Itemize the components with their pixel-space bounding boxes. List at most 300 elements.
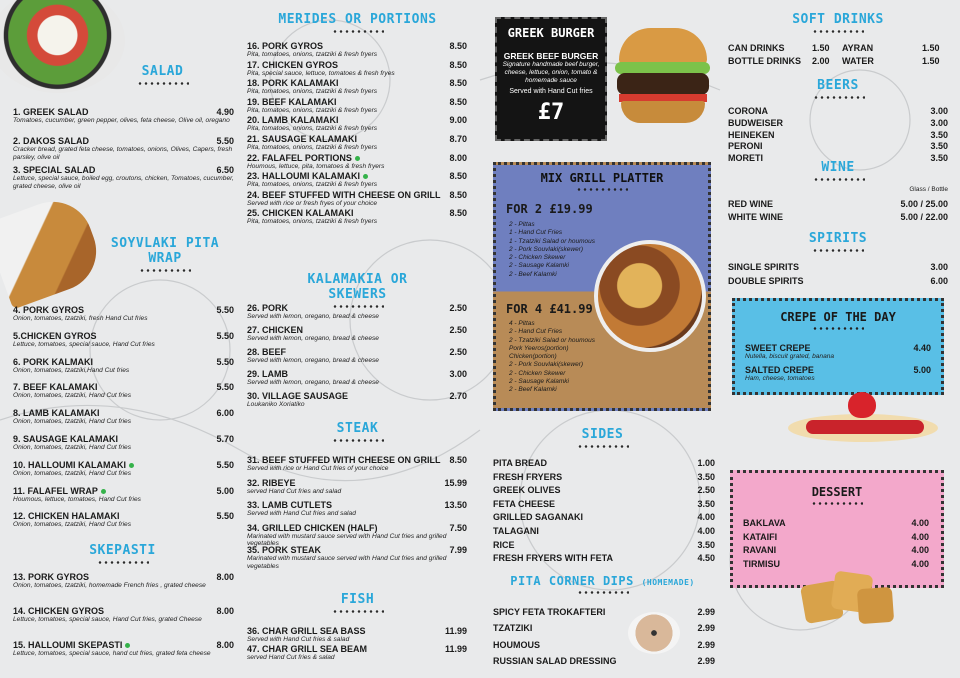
menu-item [493, 640, 715, 652]
menu-item [728, 118, 948, 130]
menu-item [728, 212, 948, 224]
item-name: 27. CHICKEN [247, 325, 304, 335]
menu-item [493, 553, 715, 565]
item-name: 35. PORK STEAK [247, 545, 322, 555]
menu-item [247, 190, 467, 208]
menu-item [13, 606, 234, 624]
item-description: served Hand Cut fries & salad [247, 654, 335, 661]
item-description: Pita, tomatoes, onions, tzatziki & fresh fryers [247, 88, 378, 96]
item-price: 3.50 [930, 141, 948, 152]
item-name: 3. SPECIAL SALAD [13, 165, 96, 175]
item-description: Loukaniko Xoriatiko [247, 401, 305, 408]
item-price: 5.50 [216, 459, 234, 470]
menu-item [728, 130, 948, 142]
item-name: GRILLED SAGANAKI [493, 512, 583, 523]
item-price: 13.50 [444, 500, 467, 510]
item-price: 3.50 [930, 129, 948, 140]
item-name: 30. VILLAGE SAUSAGE [247, 391, 349, 401]
column-left [0, 0, 240, 678]
item-price: 5.50 [216, 382, 234, 393]
item-name: GREEK OLIVES [493, 485, 561, 496]
item-name: TZATZIKI [493, 623, 533, 634]
item-price: 7.50 [449, 522, 467, 533]
vegetarian-dot-icon [355, 156, 360, 161]
menu-item [728, 276, 948, 288]
item-description: Ham, cheese, tomatoes [745, 375, 815, 382]
crepe-card [732, 298, 944, 395]
menu-item [247, 153, 467, 171]
menu-item [13, 382, 234, 400]
platter-line: 4 - Pittas [509, 320, 535, 327]
item-price: 5.00 / 25.00 [900, 199, 948, 209]
menu-item [493, 499, 715, 511]
item-price: 4.00 [911, 518, 929, 528]
column-middle [245, 0, 470, 678]
item-name: 12. CHICKEN HALAMAKI [13, 511, 120, 522]
item-price: 3.50 [930, 153, 948, 164]
greek-salad-image [0, 0, 125, 93]
menu-item [493, 512, 715, 524]
item-name: 16. PORK GYROS [247, 41, 324, 51]
menu-item [247, 134, 467, 152]
item-description: Served with Hand Cut fries & salad [247, 636, 350, 643]
item-name: 26. PORK [247, 303, 289, 313]
dips-list [493, 607, 715, 672]
item-price: 5.50 [216, 136, 234, 146]
platter-line: Pork Yeeros(portion) [509, 344, 569, 352]
item-price: 2.50 [697, 485, 715, 496]
item-name: BUDWEISER [728, 117, 784, 128]
platter-title: MIX GRILL PLATTER [540, 171, 664, 185]
platter-divider [576, 187, 628, 192]
item-description: Marinated with mustard sauce served with Hand Cut fries and grilled vegetables [247, 555, 447, 570]
item-price: 3.50 [697, 498, 715, 509]
menu-item [247, 500, 467, 518]
platter-for2-list [509, 221, 609, 279]
menu-item [493, 458, 715, 470]
item-price: 3.50 [697, 471, 715, 482]
menu-item [247, 369, 467, 387]
item-name: 17. CHICKEN GYROS [247, 59, 339, 70]
menu-item [743, 545, 929, 557]
menu-item [493, 540, 715, 552]
item-price: 3.50 [697, 539, 715, 550]
item-price: 3.00 [930, 117, 948, 128]
item-price: 8.50 [449, 208, 467, 219]
menu-item [247, 391, 467, 409]
steak-heading: STEAK [315, 421, 400, 443]
item-description: Cracker bread, grated feta cheese, tomatoes, onions, Olives, Capers, fresh parsley, olive oil [13, 146, 233, 161]
item-price: 8.50 [449, 96, 467, 107]
item-name: RED WINE [728, 199, 773, 209]
item-description: Lettuce, tomatoes, special sauce, Hand Cut fries [13, 340, 155, 348]
item-price: 2.50 [449, 347, 467, 357]
item-price: 6.00 [930, 275, 948, 286]
item-price: 4.00 [911, 531, 929, 542]
item-name: CORONA [728, 106, 768, 116]
item-price: 1.50 [812, 43, 830, 53]
menu-item [13, 460, 234, 478]
item-name: 32. RIBEYE [247, 477, 296, 488]
burger-title: GREEK BURGER [507, 26, 595, 40]
beers-list [728, 106, 948, 166]
dessert-divider [811, 501, 863, 506]
item-price: 5.00 [913, 365, 931, 375]
menu-item [247, 60, 467, 78]
item-name: RUSSIAN SALAD DRESSING [493, 656, 617, 667]
platter-for2-title: FOR 2 £19.99 [506, 202, 593, 216]
salad-heading: SALAD [120, 64, 205, 86]
item-price: 11.99 [444, 644, 467, 654]
platter-line: 1 - Tzatziki Salad or houmous [509, 237, 595, 245]
item-name: 31. BEEF STUFFED WITH CHEESE ON GRILL [247, 455, 441, 465]
platter-line: 2 - Sausage Kalamki [509, 262, 569, 270]
item-name: 9. SAUSAGE KALAMAKI [13, 434, 119, 444]
item-description: Pita, special sauce, lettuce, tomatoes & fresh fryes [247, 69, 395, 77]
item-description: Onion, tomatoes, tzatziki, Hand Cut fries [13, 418, 132, 426]
item-name: 23. HALLOUMI KALAMAKI [247, 171, 467, 181]
item-price: 2.99 [697, 656, 715, 667]
menu-item [728, 199, 948, 211]
menu-item [728, 106, 948, 118]
item-price: 2.99 [697, 623, 715, 634]
menu-item [13, 305, 234, 323]
menu-item [247, 478, 467, 496]
fish-heading: FISH [315, 592, 400, 614]
item-price: 2.00 [812, 56, 830, 66]
item-price: 5.00 / 22.00 [900, 212, 948, 222]
platter-line: 2 - Chicken Skewer [509, 369, 566, 377]
burger-name: GREEK BEEF BURGER [503, 51, 599, 61]
item-name: FRESH FRYERS [493, 471, 563, 482]
item-price: 9.00 [449, 115, 467, 126]
item-price: 4.00 [911, 558, 929, 569]
item-price: 8.50 [449, 189, 467, 200]
platter-line: 2 - Pork Souvlaki(skewer) [509, 361, 584, 369]
item-name: 15. HALLOUMI SKEPASTI [13, 640, 234, 650]
item-price: 8.00 [216, 640, 234, 650]
item-name: RAVANI [743, 545, 777, 556]
item-price: 6.00 [216, 408, 234, 419]
item-name: KATAIFI [743, 531, 778, 542]
item-name: 36. CHAR GRILL SEA BASS [247, 626, 366, 636]
merides-list [247, 41, 467, 261]
item-price: 8.50 [449, 59, 467, 70]
item-name: 22. FALAFEL PORTIONS [247, 153, 467, 163]
menu-item [247, 97, 467, 115]
item-name: BAKLAVA [743, 518, 786, 528]
item-price: 3.00 [930, 106, 948, 116]
item-description: Served with lemon, oregano, bread & cheese [247, 313, 379, 320]
item-name: WHITE WINE [728, 212, 783, 222]
menu-item [247, 171, 467, 189]
skepasti-list [13, 572, 234, 672]
menu-item [247, 325, 467, 343]
fish-list [247, 626, 467, 671]
sides-list [493, 458, 715, 568]
item-name: BOTTLE DRINKS [728, 56, 801, 66]
item-name: 20. LAMB KALAMAKI [247, 115, 339, 126]
platter-line: 2 - Sausage Kalamki [509, 378, 569, 386]
burger-served: Served with Hand Cut fries [509, 88, 593, 95]
dip-bowl-image [628, 612, 680, 654]
column-right [728, 0, 960, 678]
item-name: TALAGANI [493, 526, 539, 536]
salad-list [13, 107, 234, 192]
menu-item [13, 511, 234, 529]
platter-line: 1 - Hand Cut Fries [509, 229, 563, 237]
softdrinks-list [728, 43, 948, 73]
item-price: 2.50 [449, 303, 467, 313]
menu-item [728, 141, 948, 153]
wine-header: Glass / Bottle [909, 186, 948, 193]
wine-list [728, 199, 948, 229]
menu-item [745, 343, 931, 361]
crepe-image [788, 392, 938, 452]
item-name: CAN DRINKS [728, 43, 785, 53]
menu-item [13, 572, 234, 590]
item-name: 29. LAMB [247, 369, 289, 379]
softdrinks-heading: SOFT DRINKS [788, 12, 888, 34]
item-price: 1.50 [922, 43, 940, 53]
item-name: DOUBLE SPIRITS [728, 275, 804, 286]
item-price: 4.40 [913, 343, 931, 353]
menu-item [493, 526, 715, 538]
item-description: Served with rice or fresh fryes of your choice [247, 199, 378, 207]
item-price: 4.50 [697, 553, 715, 564]
item-price: 5.50 [216, 511, 234, 522]
vegetarian-dot-icon [125, 643, 130, 648]
item-price: 4.00 [697, 526, 715, 536]
menu-item [247, 208, 467, 226]
item-name: FRESH FRYERS WITH FETA [493, 553, 613, 564]
item-name: 2. DAKOS SALAD [13, 136, 90, 146]
item-price: 8.70 [449, 134, 467, 144]
platter-line: 2 - Pittas [509, 221, 535, 228]
menu-item [13, 408, 234, 426]
menu-item [493, 485, 715, 497]
menu-item [13, 331, 234, 349]
item-price: 6.50 [216, 165, 234, 175]
item-description: Onion, tomatoes, tzatziki, Hand Cut fries [13, 469, 132, 477]
menu-item [493, 607, 715, 619]
item-description: Houmous, lettuce, tomatoes, Hand Cut fries [13, 495, 141, 503]
menu-item [247, 644, 467, 662]
burger-image [615, 28, 710, 128]
item-price: 8.00 [216, 572, 234, 582]
item-description: Pita, tomatoes, onions, tzatziki & fresh fryers [247, 144, 378, 151]
item-description: Tomatoes, cucumber, green pepper, olives, feta cheese, Olive oil, oregano [13, 117, 230, 124]
menu-item [13, 640, 234, 658]
item-name: FETA CHEESE [493, 498, 556, 509]
item-name: SWEET CREPE [745, 343, 811, 353]
steak-list [247, 455, 467, 585]
item-price: 5.50 [216, 330, 234, 341]
merides-heading: MERIDES OR PORTIONS [275, 12, 440, 34]
item-price: 8.50 [449, 455, 467, 465]
item-name: 7. BEEF KALAMAKI [13, 382, 98, 393]
item-name: AYRAN [842, 43, 874, 53]
item-price: 5.70 [216, 434, 234, 444]
item-price: 1.50 [922, 56, 940, 66]
dips-subtitle: (HOMEMADE) [641, 578, 695, 587]
item-price: 2.70 [449, 391, 467, 401]
menu-item [13, 434, 234, 452]
item-name: SINGLE SPIRITS [728, 262, 800, 272]
platter-line: Chicken(portion) [509, 353, 557, 361]
item-price: 3.00 [449, 369, 467, 379]
menu-item [728, 262, 948, 274]
item-price: 11.99 [444, 626, 467, 636]
spirits-heading: SPIRITS [808, 231, 868, 253]
item-description: Lettuce, tomatoes, special sauce, Hand Cut fries, grated Cheese [13, 616, 202, 623]
item-name: 33. LAMB CUTLETS [247, 500, 333, 510]
kalamakia-heading: KALAMAKIA OR SKEWERS [275, 272, 440, 309]
item-description: Lettuce, tomatoes, special sauce, hand cut fries, grated feta cheese [13, 650, 211, 657]
platter-line: 2 - Pork Souvlaki(skewer) [509, 245, 584, 253]
item-price: 8.00 [449, 152, 467, 163]
item-name: 21. SAUSAGE KALAMAKI [247, 134, 358, 144]
item-description: Lettuce, special sauce, boiled egg, croutons, chicken, Tomatoes, cucumber, grated cheese, olive oil [13, 175, 234, 190]
item-name: 18. PORK KALAMAKI [247, 78, 339, 89]
menu-item [745, 365, 931, 383]
menu-item [247, 626, 467, 644]
item-price: 2.99 [697, 607, 715, 617]
item-name: 8. LAMB KALAMAKI [13, 408, 100, 419]
baklava-image [803, 568, 898, 628]
dips-heading: PITA CORNER DIPS (HOMEMADE) [510, 574, 695, 595]
item-price: 3.00 [930, 262, 948, 272]
drink-row [728, 56, 948, 68]
item-description: Onion, tomatoes, tzatziki, homemade French fries , grated cheese [13, 582, 206, 589]
item-description: served Hand Cut fries and salad [247, 487, 342, 495]
menu-item [493, 656, 715, 668]
platter-for4-list [509, 320, 609, 395]
menu-item [247, 78, 467, 96]
item-price: 2.50 [449, 325, 467, 335]
item-description: Nutella, biscuit grated, banana [745, 353, 835, 360]
item-name: TIRMISU [743, 558, 780, 569]
beers-heading: BEERS [813, 78, 863, 100]
pita-wrap-image [0, 191, 107, 310]
item-description: Pita, tomatoes, onions, tzatziki & fresh fryers [247, 51, 378, 58]
vegetarian-dot-icon [101, 489, 106, 494]
item-name: 4. PORK GYROS [13, 305, 85, 315]
item-description: Onion, tomatoes, tzatziki, fresh Hand Cut fries [13, 315, 148, 322]
item-description: Pita, tomatoes, onions, tzatziki & fresh fryers [247, 181, 378, 189]
menu-item [13, 136, 234, 161]
vegetarian-dot-icon [129, 463, 134, 468]
item-description: Onion, tomatoes, tzatziki, Hand Cut fries [13, 444, 132, 451]
item-name: 24. BEEF STUFFED WITH CHEESE ON GRILL [247, 189, 441, 200]
item-name: HEINEKEN [728, 129, 775, 140]
item-price: 7.99 [449, 545, 467, 555]
item-name: 47. CHAR GRILL SEA BEAM [247, 644, 368, 654]
menu-item [247, 303, 467, 321]
item-description: Pita, tomatoes, onions, tzatziki & fresh fryers [247, 125, 378, 133]
menu-item [247, 347, 467, 365]
menu-item [247, 455, 467, 473]
item-name: 34. GRILLED CHICKEN (HALF) [247, 522, 378, 533]
item-price: 1.00 [697, 458, 715, 468]
mix-grill-platter-card [493, 162, 711, 411]
menu-item [743, 518, 929, 530]
item-name: 6. PORK KALMAKI [13, 356, 94, 367]
menu-item [247, 115, 467, 133]
menu-item [743, 532, 929, 544]
crepe-list [745, 343, 931, 393]
item-name: 25. CHICKEN KALAMAKI [247, 208, 354, 219]
item-description: Served with lemon, oregano, bread & cheese [247, 335, 379, 342]
item-name: 28. BEEF [247, 347, 287, 357]
item-price: 2.99 [697, 639, 715, 650]
souvlaki-heading: SOYVLAKI PITA WRAP [95, 236, 235, 273]
item-name: 5.CHICKEN GYROS [13, 330, 97, 341]
vegetarian-dot-icon [363, 174, 368, 179]
item-description: Served with Hand Cut fries and salad [247, 510, 356, 517]
platter-image [594, 240, 706, 352]
menu-item [493, 623, 715, 635]
item-name: 14. CHICKEN GYROS [13, 606, 105, 616]
item-description: Pita, tomatoes, onions, tzatziki & fresh fryers [247, 106, 378, 114]
menu-item [13, 357, 234, 375]
item-name: PERONI [728, 141, 763, 152]
menu-item [247, 545, 467, 570]
kalamakia-list [247, 303, 467, 408]
item-name: MORETI [728, 153, 763, 164]
item-name: 19. BEEF KALAMAKI [247, 96, 337, 107]
platter-line: 2 - Hand Cut Fries [509, 328, 563, 336]
item-name: 11. FALAFEL WRAP [13, 486, 234, 496]
column-center [490, 0, 725, 678]
crepe-divider [812, 326, 864, 331]
item-description: Pita, tomatoes, onions, tzatziki & fresh fryers [247, 218, 378, 226]
dessert-title: DESSERT [811, 485, 863, 499]
item-price: 8.00 [216, 606, 234, 616]
menu-item [13, 107, 234, 125]
item-price: 5.50 [216, 305, 234, 315]
menu-item [493, 472, 715, 484]
platter-for4-title: FOR 4 £41.99 [506, 302, 593, 316]
skepasti-heading: SKEPASTI [80, 543, 165, 565]
item-price: 5.00 [216, 485, 234, 496]
item-description: Onion, tomatoes, tzatziki,Hand Cut fries [13, 366, 130, 374]
greek-burger-card [495, 17, 607, 141]
item-description: Houmous, lettuce, pita, tomatoes & fresh fryers [247, 162, 385, 170]
menu-item [13, 486, 234, 504]
item-description: Onion, tomatoes, tzatziki, Hand Cut fries [13, 521, 132, 529]
wine-heading: WINE [813, 160, 863, 182]
item-description: Marinated with mustard sauce served with Hand Cut fries and grilled vegetables [247, 532, 447, 547]
item-name: SALTED CREPE [745, 365, 814, 375]
sides-heading: SIDES [555, 427, 650, 449]
item-description: Served with rice or Hand Cut fries of your choice [247, 465, 389, 472]
burger-desc: Signature handmade beef burger, cheese, lettuce, onion, tomato & homemade sauce [502, 61, 600, 84]
item-price: 8.50 [449, 171, 467, 182]
item-price: 5.50 [216, 356, 234, 367]
platter-line: 2 - Chicken Skewer [509, 254, 566, 262]
item-name: HOUMOUS [493, 639, 540, 650]
item-price: 15.99 [444, 477, 467, 488]
item-name: PITA BREAD [493, 458, 547, 468]
item-name: SPICY FETA TROKAFTERI [493, 607, 606, 617]
burger-price: £7 [537, 100, 565, 125]
item-name: RICE [493, 539, 515, 550]
item-price: 4.90 [216, 107, 234, 117]
platter-line: 2 - Beef Kalamki [509, 386, 557, 394]
item-name: 1. GREEK SALAD [13, 107, 89, 117]
souvlaki-list [13, 305, 234, 535]
